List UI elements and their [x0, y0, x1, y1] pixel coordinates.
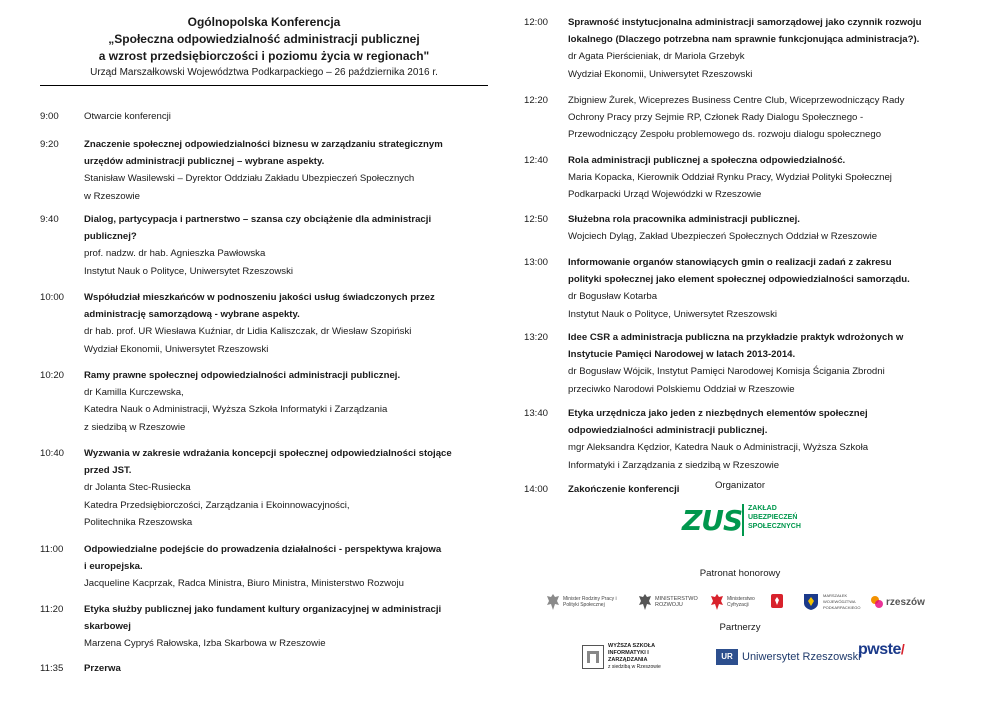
- agenda-speaker-line: dr Bogusław Wójcik, Instytut Pamięci Narodowej Komisja Ścigania Zbrodni: [568, 366, 885, 378]
- agenda-speaker-line: dr Jolanta Stec-Rusiecka: [84, 482, 191, 494]
- eagle-icon: [638, 593, 652, 611]
- zus-divider: [742, 504, 744, 536]
- partner-pwste: [858, 635, 904, 665]
- agenda-speaker-line: dr Bogusław Kotarba: [568, 291, 658, 303]
- agenda-body: [84, 660, 488, 677]
- eagle-icon: [710, 593, 724, 611]
- pwste-logo-icon: pwste/: [858, 641, 905, 658]
- agenda-time: 9:20: [40, 139, 59, 150]
- agenda-talk-title: skarbowej: [84, 621, 131, 633]
- agenda-speaker-line: Maria Kopacka, Kierownik Oddział Rynku Pracy, Wydział Polityki Społecznej: [568, 172, 892, 184]
- agenda-body: [568, 14, 964, 83]
- agenda-item: [40, 108, 488, 125]
- agenda-speaker-line: Przewodniczący Zespołu problemowego ds. rozwoju dialogu społecznego: [568, 129, 882, 141]
- agenda-speaker-line: mgr Aleksandra Kędzior, Katedra Nauk o Administracji, Wyższa Szkoła: [568, 442, 869, 454]
- agenda-speaker-line: prof. nadzw. dr hab. Agnieszka Pawłowska: [84, 248, 266, 260]
- agenda-body: [84, 445, 488, 531]
- patron-name: Ministerstwo Cyfryzacji: [727, 596, 755, 608]
- agenda-time: 12:40: [524, 155, 549, 166]
- agenda-talk-title: lokalnego (Dlaczego potrzebna nam sprawnie funkcjonująca administracja?).: [568, 34, 920, 46]
- organizer-label: Organizator: [714, 480, 766, 491]
- wsiz-logo-icon: [582, 645, 604, 669]
- agenda-talk-title: Ramy prawne społecznej odpowiedzialności administracji publicznej.: [84, 370, 401, 381]
- ur-logo-icon: UR: [716, 649, 738, 665]
- agenda-body: [568, 211, 964, 245]
- agenda-time: 11:35: [40, 663, 64, 674]
- agenda-talk-title: odpowiedzialności administracji publicznej.: [568, 425, 768, 437]
- agenda-speaker-line: Wydział Ekonomii, Uniwersytet Rzeszowski: [84, 343, 269, 355]
- agenda-speaker-line: Instytut Nauk o Polityce, Uniwersytet Rzeszowski: [84, 265, 294, 277]
- partner-name: WYŻSZA SZKOŁA INFORMATYKI I ZARZĄDZANIA: [608, 643, 655, 663]
- agenda-speaker-line: w Rzeszowie: [84, 190, 140, 202]
- partner-wsiz: [582, 642, 688, 672]
- agenda-speaker-line: dr hab. prof. UR Wiesława Kuźniar, dr Lidia Kaliszczak, dr Wiesław Szopiński: [84, 326, 412, 338]
- agenda-talk-title: Przerwa: [84, 663, 121, 674]
- conference-title-line-2: „Społeczna odpowiedzialność administracji publicznej: [108, 32, 420, 46]
- agenda-talk-title: Sprawność instytucjonalna administracji samorządowej jako czynnik rozwoju: [568, 17, 922, 28]
- agenda-talk-title: Współudział mieszkańców w podnoszeniu jakości usług świadczonych przez: [84, 292, 435, 303]
- coat-of-arms-icon: [802, 593, 820, 611]
- agenda-item: [524, 329, 964, 398]
- agenda-time: 9:40: [40, 214, 59, 225]
- agenda-body: [84, 541, 488, 593]
- agenda-speaker-line: Marzena Cypryś Rałowska, Izba Skarbowa w Rzeszowie: [84, 638, 326, 650]
- eagle-icon: [546, 593, 560, 611]
- partner-name: Uniwersytet Rzeszowski: [742, 651, 861, 663]
- agenda-item: [40, 211, 488, 280]
- agenda-speaker-line: dr Kamilla Kurczewska,: [84, 387, 184, 399]
- zus-name-line: ZAKŁAD: [748, 505, 777, 512]
- zus-name: [748, 504, 801, 531]
- agenda-talk-title: Zakończenie konferencji: [568, 484, 680, 495]
- agenda-time: 14:00: [524, 484, 549, 495]
- agenda-item: [40, 660, 488, 677]
- agenda-speaker-line: Wydział Ekonomii, Uniwersytet Rzeszowski: [568, 68, 753, 80]
- agenda-talk-title: Znaczenie społecznej odpowiedzialności biznesu w zarządzaniu strategicznym: [84, 139, 443, 150]
- left-column: [40, 0, 488, 674]
- agenda-speaker-line: Katedra Przedsiębiorczości, Zarządzania i Ekoinnowacyjności,: [84, 499, 350, 511]
- agenda-body: [84, 289, 488, 358]
- agenda-time: 10:40: [40, 448, 65, 459]
- agenda-body: [84, 601, 488, 653]
- agenda-speaker-line: Jacqueline Kacprzak, Radca Ministra, Biuro Ministra, Ministerstwo Rozwoju: [84, 578, 404, 590]
- agenda-talk-title: urzędów administracji publicznej – wybrane aspekty.: [84, 156, 325, 168]
- agenda-talk-title: Idee CSR a administracja publiczna na przykładzie praktyk wdrożonych w: [568, 332, 904, 343]
- agenda-time: 11:00: [40, 544, 64, 555]
- agenda-talk-title: Etyka służby publicznej jako fundament kultury organizacyjnej w administracji: [84, 604, 442, 615]
- agenda-talk-title: Informowanie organów stanowiących gmin o realizacji zadań z zakresu: [568, 257, 892, 268]
- header-divider: [40, 85, 488, 86]
- partners-label: Partnerzy: [719, 622, 761, 633]
- agenda-speaker-line: Ochrony Pracy przy Sejmie RP, Członek Rady Dialogu Społecznego -: [568, 112, 864, 124]
- agenda-talk-title: Rola administracji publicznej a społeczna odpowiedzialność.: [568, 155, 846, 166]
- agenda-time: 13:00: [524, 257, 549, 268]
- agenda-speaker-line: Katedra Nauk o Administracji, Wyższa Szkoła Informatyki i Zarządzania: [84, 404, 388, 416]
- agenda-speaker-line: Informatyki i Zarządzania z siedzibą w Rzeszowie: [568, 459, 780, 471]
- partner-ur: [716, 642, 861, 672]
- patron-name: MARSZAŁEK WOJEWÓDZTWA PODKARPACKIEGO: [823, 593, 861, 610]
- agenda-speaker-line: Otwarcie konferencji: [84, 111, 171, 122]
- agenda-talk-title: przed JST.: [84, 465, 132, 477]
- agenda-item: [40, 136, 488, 205]
- agenda-item: [40, 445, 488, 531]
- agenda-talk-title: Służebna rola pracownika administracji publicznej.: [568, 214, 800, 225]
- agenda-time: 12:50: [524, 214, 549, 225]
- agenda-speaker-line: z siedzibą w Rzeszowie: [84, 421, 186, 433]
- agenda-item: [524, 254, 964, 323]
- patronage-label: Patronat honorowy: [699, 568, 781, 579]
- agenda-talk-title: Etyka urzędnicza jako jeden z niezbędnych elementów społecznej: [568, 408, 868, 419]
- conference-venue-date: Urząd Marszałkowski Województwa Podkarpackiego – 26 października 2016 r.: [90, 67, 438, 78]
- agenda-item: [524, 211, 964, 245]
- sponsors-section: [540, 480, 940, 690]
- agenda-item: [524, 14, 964, 83]
- agenda-item: [40, 289, 488, 358]
- agenda-body: [84, 136, 488, 205]
- patron-name: rzeszów: [886, 596, 925, 608]
- patron-ministry-development: [638, 590, 699, 614]
- patron-family-ministry: [546, 590, 619, 614]
- agenda-body: [568, 329, 964, 398]
- conference-title-line-1: Ogólnopolska Konferencja: [187, 15, 341, 29]
- rzeszow-logo-icon: [870, 593, 884, 611]
- agenda-item: [40, 601, 488, 653]
- coat-of-arms-icon: [770, 593, 784, 611]
- agenda-body: [568, 254, 964, 323]
- partner-sub: z siedzibą w Rzeszowie: [608, 664, 661, 670]
- patron-name: Minister Rodziny Pracy i Polityki Społecznej: [563, 596, 617, 608]
- agenda-talk-title: Dialog, partycypacja i partnerstwo – szansa czy obciążenie dla administracji: [84, 214, 432, 225]
- agenda-body: [568, 92, 964, 144]
- agenda-talk-title: Instytucie Pamięci Narodowej w latach 2013-2014.: [568, 349, 796, 361]
- patron-emblem: [770, 590, 784, 614]
- agenda-speaker-line: Podkarpacki Urząd Wojewódzki w Rzeszowie: [568, 189, 762, 201]
- agenda-item: [40, 367, 488, 436]
- agenda-speaker-line: Stanisław Wasilewski – Dyrektor Oddziału Zakładu Ubezpieczeń Społecznych: [84, 173, 415, 185]
- agenda-time: 10:20: [40, 370, 65, 381]
- agenda-body: [84, 211, 488, 280]
- agenda-body: [84, 367, 488, 436]
- partner-name: pwste: [858, 641, 901, 658]
- agenda-speaker-line: Wojciech Dyląg, Zakład Ubezpieczeń Społecznych Oddział w Rzeszowie: [568, 231, 878, 243]
- agenda-time: 9:00: [40, 111, 59, 122]
- conference-title-line-3: a wzrost przedsiębiorczości i poziomu życia w regionach": [98, 49, 430, 63]
- patron-name: MINISTERSTWO ROZWOJU: [655, 596, 698, 608]
- patron-marshal: [802, 590, 863, 614]
- conference-header: [40, 0, 488, 80]
- zus-name-line: SPOŁECZNYCH: [748, 523, 801, 530]
- zus-mark: ZUS: [682, 504, 743, 537]
- agenda-item: [524, 405, 964, 474]
- agenda-time: 11:20: [40, 604, 64, 615]
- agenda-speaker-line: dr Agata Pierścieniak, dr Mariola Grzebyk: [568, 51, 745, 63]
- zus-logo: [682, 502, 822, 538]
- zus-name-line: UBEZPIECZEŃ: [748, 514, 798, 521]
- agenda-item: [524, 92, 964, 144]
- agenda-talk-title: polityki społecznej jako element społecznej odpowiedzialności samorządu.: [568, 274, 910, 286]
- agenda-speaker-line: Instytut Nauk o Polityce, Uniwersytet Rzeszowski: [568, 308, 778, 320]
- agenda-item: [40, 541, 488, 593]
- agenda-speaker-line: przeciwko Narodowi Polskiemu Oddział w Rzeszowie: [568, 383, 795, 395]
- agenda-talk-title: publicznej?: [84, 231, 137, 243]
- agenda-talk-title: Odpowiedzialne podejście do prowadzenia działalności - perspektywa krajowa: [84, 544, 442, 555]
- agenda-time: 13:20: [524, 332, 549, 343]
- agenda-time: 12:00: [524, 17, 549, 28]
- agenda-time: 13:40: [524, 408, 549, 419]
- agenda-speaker-line: Zbigniew Żurek, Wiceprezes Business Centre Club, Wiceprzewodniczący Rady: [568, 95, 905, 106]
- agenda-talk-title: Wyzwania w zakresie wdrażania koncepcji społecznej odpowiedzialności stojące: [84, 448, 452, 459]
- agenda-time: 10:00: [40, 292, 65, 303]
- agenda-time: 12:20: [524, 95, 549, 106]
- agenda-talk-title: administrację samorządową - wybrane aspekty.: [84, 309, 300, 321]
- patron-rzeszow: [870, 590, 925, 614]
- agenda-item: [524, 152, 964, 204]
- agenda-talk-title: i europejska.: [84, 561, 143, 573]
- agenda-body: [84, 108, 488, 125]
- agenda-body: [568, 152, 964, 204]
- agenda-speaker-line: Politechnika Rzeszowska: [84, 516, 193, 528]
- patron-ministry-digital: [710, 590, 763, 614]
- agenda-body: [568, 405, 964, 474]
